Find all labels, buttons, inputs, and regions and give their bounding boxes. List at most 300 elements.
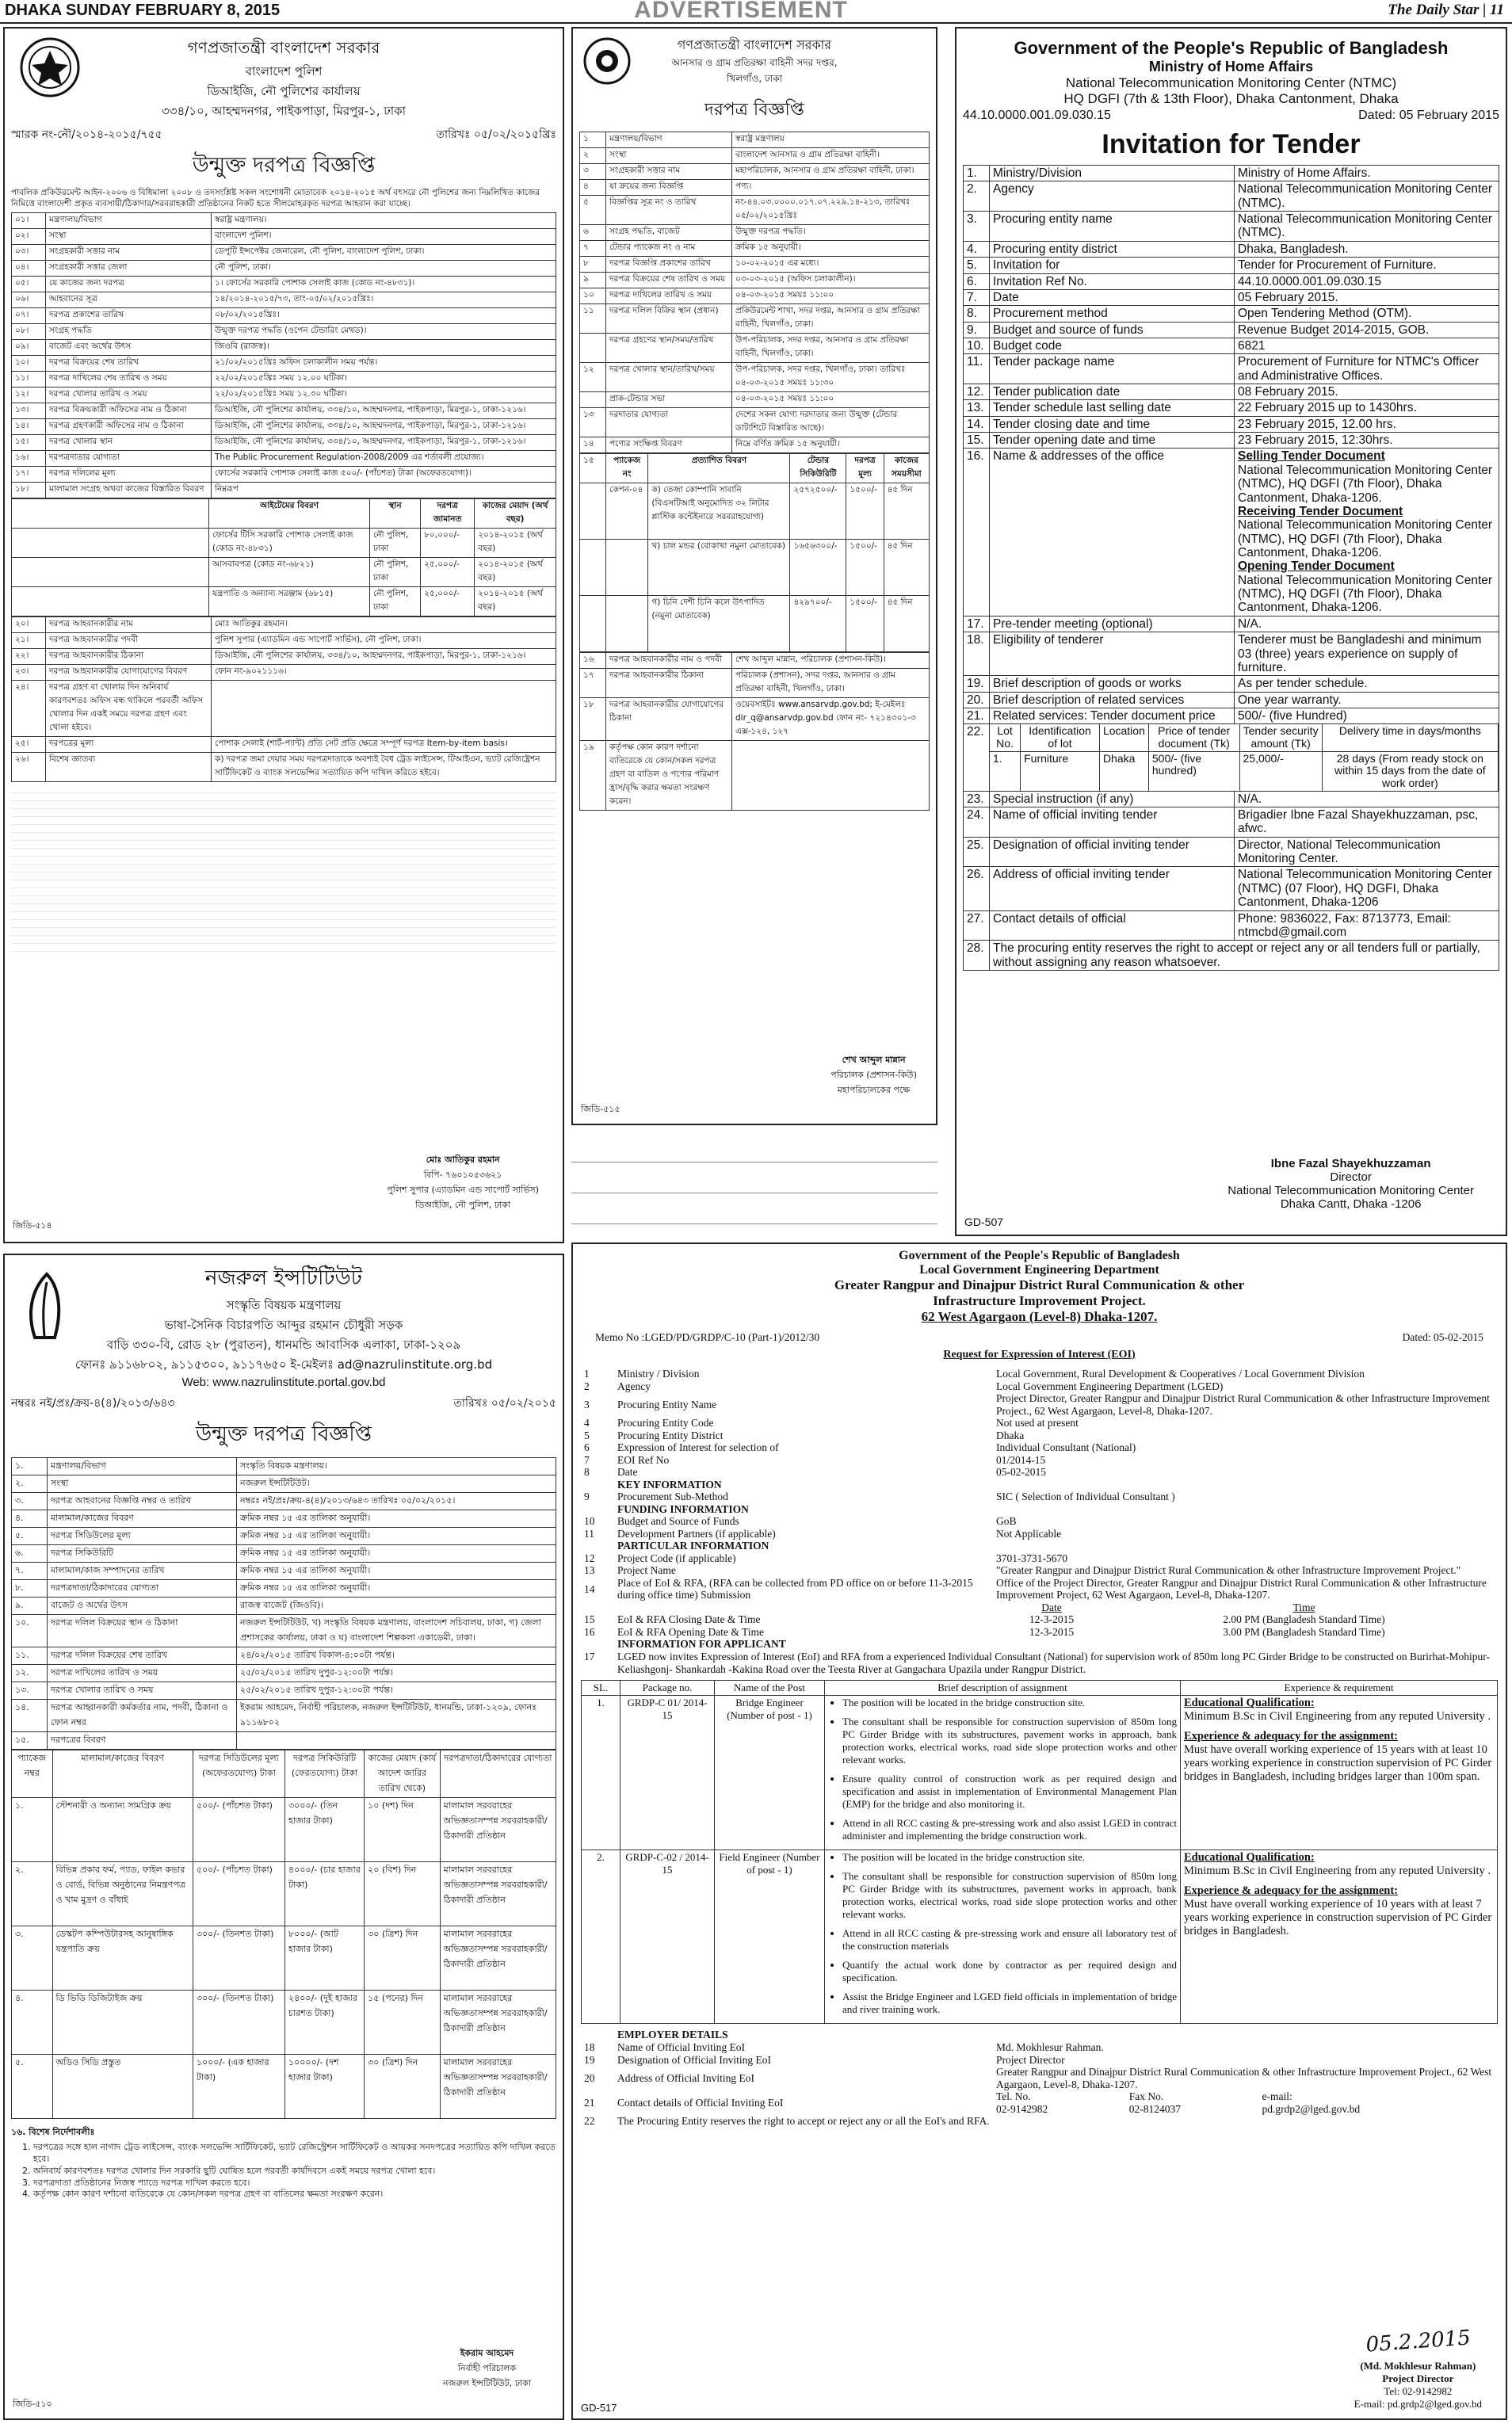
assignment-list xyxy=(828,1851,1177,2016)
office-address: National Telecommunication Monitoring Center (NTMC), HQ DGFI (7th Floor), Dhaka Cantonment, Dhaka-1206. xyxy=(1238,518,1493,559)
column-header: দরপত্র সিকিউরিটি (ফেরতযোগ্য) টাকা xyxy=(284,1750,364,1798)
table-cell: অডিও সিডি প্রস্তুত xyxy=(52,2055,193,2119)
table-cell: ক) দরপত্র জমা দেয়ার সময় দরপত্রদাতাকে অবশ্যই বৈধ ট্রেড লাইসেন্স, টিআইএন, ভ্যাট রেজিষ্ট্রেশন সার্টিফিকেট ও ব্যাংক সলভেন্সির সত্যায়িত কপি দাখিল করিতে হইবে। xyxy=(212,753,556,782)
table-cell: National Telecommunication Monitoring Center (NTMC). xyxy=(1235,181,1499,212)
table-cell: 2.00 PM (Bangladesh Standard Time) xyxy=(1223,1613,1385,1626)
police-govt: গণপ্রজাতন্ত্রী বাংলাদেশ সরকার xyxy=(187,38,380,57)
table-cell: Not used at present xyxy=(996,1417,1079,1430)
table-cell: ১৭। xyxy=(12,467,46,483)
table-cell: নং-৪৪.০৩.০০০০.০১৭.০৭.২২৯.১৪-২১৩, তারিখঃ ০৫/০২/২০১৫খ্রিঃ xyxy=(732,196,930,225)
nazrul-notes-head: ১৬. বিশেষ নির্দেশাবলীঃ xyxy=(11,2127,95,2137)
table-cell: ডেপুটি ইন্সপেক্টর জেনারেল, নৌ পুলিশ, বাংলাদেশ পুলিশ, ঢাকা। xyxy=(212,245,556,261)
lged-rights-note: The Procuring Entity reserves the right to accept or reject any or all the EoI's and RFA. xyxy=(617,2115,990,2128)
table-cell: ০২। xyxy=(12,229,46,245)
table-cell: ২০১৪-২০১৫ (অর্থ বছর) xyxy=(475,587,556,616)
list-item: 4. কর্তৃপক্ষ কোন কারণ দর্শানো ব্যতিরেকে যে কোন/সকল দরপত্র গ্রহণ বা বাতিলের ক্ষমতা সংরক্ষণ করেন। xyxy=(33,2189,556,2201)
police-office: ডিআইজি, নৌ পুলিশের কার্যালয় xyxy=(207,84,361,98)
nazrul-table xyxy=(11,1457,556,1750)
table-cell: Agency xyxy=(617,1380,651,1392)
table-row xyxy=(581,1626,1498,1639)
table-row xyxy=(964,676,1499,692)
ntmc-signer-line: National Telecommunication Monitoring Center xyxy=(1228,1184,1474,1197)
table-cell xyxy=(1181,1850,1498,2024)
lged-signer-line: E-mail: pd.grdp2@lged.gov.bd xyxy=(1354,2398,1482,2410)
table-cell: Procuring Entity Code xyxy=(617,1417,714,1430)
table-cell: সংস্থা xyxy=(48,1475,237,1493)
table-row xyxy=(964,807,1499,838)
table-cell: 3701-3731-5670 xyxy=(996,1552,1067,1564)
table-cell xyxy=(581,1479,614,1491)
table-cell: ১৫০০/- xyxy=(846,596,884,652)
table-cell: সংস্থা xyxy=(606,148,732,164)
column-header: দরপত্রদাতা/ঠিকাদারের যোগ্যতা xyxy=(440,1750,556,1798)
table-cell: Development Partners (if applicable) xyxy=(617,1527,776,1540)
table-row xyxy=(580,148,930,164)
table-cell xyxy=(606,596,648,652)
table-cell: পণ্যের সংক্ষিপ্ত বিবরণ xyxy=(606,437,732,453)
table-row xyxy=(12,483,556,498)
column-header: প্যাকেজ নম্বর xyxy=(12,1750,53,1798)
lged-fax: 02-8124037 xyxy=(1128,2102,1181,2115)
table-cell: দরপত্রদাতার যোগ্যতা xyxy=(46,451,212,467)
table-cell: ৫. xyxy=(12,1528,48,1545)
list-item: • Ensure quality control of construction work as per required design and specification and assist in implementation of Environmental Management Plan (EMP) for the bridge and also monitoring it. xyxy=(842,1773,1177,1811)
table-cell: ০৪-০৩-২০১৫ সময়ঃ ১১:০০ xyxy=(732,288,930,304)
table-cell: ১ xyxy=(580,132,606,148)
lged-handwritten-date: 05.2.2015 xyxy=(1365,2326,1472,2357)
ntmc-govt: Government of the People's Republic of Bangladesh xyxy=(1014,38,1449,58)
table-cell: Agency xyxy=(990,181,1235,212)
police-ref: জিডি-৫১৪ xyxy=(13,1220,52,1231)
table-cell: Furniture xyxy=(1021,751,1100,791)
table-cell: GRDP-C-02 / 2014-15 xyxy=(620,1850,715,2024)
table-cell: ১১. xyxy=(12,1647,48,1665)
table-cell xyxy=(580,596,606,652)
table-cell xyxy=(581,1503,614,1516)
table-cell: মালামাল সরবরাহের অভিজ্ঞতাসম্পন্ন সরবরাহকারী/ঠিকাদারী প্রতিষ্ঠান xyxy=(440,1926,556,1991)
table-row xyxy=(12,1493,556,1510)
table-cell: কর্তৃপক্ষ কোন কারণ দর্শানো ব্যতিরেকে যে কোন/সকল দরপত্র গ্রহণ বা বাতিল ও পণ্যের পরিমাণ হ্রাস/বৃদ্ধি করার ক্ষমতা সংরক্ষণ করেন। xyxy=(606,741,732,811)
table-cell: ক্রমিক ১৫ অনুযায়ী। xyxy=(732,241,930,257)
lged-emp-head: EMPLOYER DETAILS xyxy=(617,2029,728,2041)
table-row xyxy=(964,166,1499,181)
table-cell: দরপত্র সিডিউলের মূল্য xyxy=(48,1528,237,1545)
lot-table xyxy=(990,724,1499,790)
table-cell: ডিআইজি, নৌ পুলিশের কার্যালয়, ৩৩৪/১০, আহম্মদনগর, পাইকপাড়া, মিরপুর-১, ঢাকা-১২১৬। xyxy=(212,419,556,435)
table-row xyxy=(581,2066,1498,2090)
table-cell: Project Director, Greater Rangpur and Dinajpur District Rural Communication & other Infrastructure Improvement Project., 62 West Agargaon, Level-8, Dhaka-1207. xyxy=(996,1392,1490,1417)
table-row xyxy=(580,540,930,596)
table-cell: EoI & RFA Opening Date & Time xyxy=(617,1625,765,1638)
lged-ref: GD-517 xyxy=(581,2402,617,2414)
table-row xyxy=(581,1528,1498,1540)
table-cell: ২৪০০/- (দুই হাজার চারশত টাকা) xyxy=(284,1991,364,2055)
table-cell: 28. xyxy=(964,941,990,971)
table-cell: ৩০ (ত্রিশ) দিন xyxy=(365,1926,441,1991)
list-item: 2. অনিবার্য কারণবশতঃ দরপত্র খোলার দিন সরকারি ছুটি ঘোষিত হলে পরবর্তী কার্যদিবসে একই সময়ে দরপত্র খোলা হবে। xyxy=(33,2166,556,2178)
table-row xyxy=(12,649,556,665)
table-cell: ১০ (দশ) দিন xyxy=(365,1798,441,1862)
table-cell: Bridge Engineer (Number of post - 1) xyxy=(715,1696,825,1850)
table-cell: 15 xyxy=(584,1613,595,1626)
table-cell: ক্রমিক নম্বর ১৫ এর তালিকা অনুযায়ী। xyxy=(237,1563,556,1580)
table-cell: দরপত্র আহবানের বিজ্ঞপ্তি নম্বর ও তারিখ xyxy=(48,1493,237,1510)
table-cell: 24. xyxy=(964,807,990,838)
table-row xyxy=(581,1392,1498,1417)
lged-employer-table xyxy=(581,2041,1498,2090)
table-cell: দরপত্র দলিল বিক্রির স্থান (প্রধান) xyxy=(606,304,732,334)
table-cell: Procurement of Furniture for NTMC's Officer and Administrative Offices. xyxy=(1235,354,1499,384)
table-row xyxy=(581,1491,1498,1503)
table-row xyxy=(964,258,1499,273)
table-cell xyxy=(581,1601,614,1614)
table-row xyxy=(12,1545,556,1563)
table-cell: ৩০০/- (তিনশত টাকা) xyxy=(193,1991,284,2055)
table-cell: N/A. xyxy=(1235,616,1499,632)
table-cell: Procurement Sub-Method xyxy=(617,1491,728,1503)
lged-signer-line: Tel: 02-9142982 xyxy=(1384,2385,1453,2397)
nazrul-signer: ইকরাম আহমেদ xyxy=(460,2348,514,2358)
table-cell: পুলিশ সুপার (এ্যাডমিন এন্ড সাপোর্ট সার্ভিস), নৌ পুলিশ, ঢাকা। xyxy=(212,633,556,649)
table-cell: ১০০০/- (এক হাজার টাকা) xyxy=(193,2055,284,2119)
table-cell: পোশাক সেলাই (শার্ট-প্যান্ট) প্রতি সেট প্রতি ক্ষেত্রে সম্পূর্ণ দরপত্র Item-by-item basis। xyxy=(212,737,556,753)
table-cell: 15. xyxy=(964,433,990,449)
table-row xyxy=(964,632,1499,676)
table-cell: দরপত্র আহবানকারীর যোগাযোগের ঠিকানা xyxy=(606,698,732,741)
table-cell: মোঃ আতিকুর রহমান। xyxy=(212,617,556,633)
table-row xyxy=(964,354,1499,384)
table-row xyxy=(581,1430,1498,1442)
table-cell: দরপত্র গ্রহণ বা খোলার দিন অনিবার্য কারণবশতঃ অফিস বন্ধ থাকিলে পরবর্তী অফিস খোলার দিন একই সময়ে দরপত্র গ্রহণ এবং খোলা হইবে। xyxy=(46,681,212,737)
table-cell: ৫০০/- (পাঁচশত টাকা) xyxy=(193,1862,284,1926)
table-cell: 21. xyxy=(964,708,990,723)
table-cell: ২৫/০২/২০১৫ তারিখ দুপুর-১২:৩০টা পর্যন্ত। xyxy=(237,1682,556,1700)
table-cell: 12-3-2015 xyxy=(1029,1625,1075,1638)
table-cell: Related services: Tender document price xyxy=(990,708,1235,723)
column-header: টেন্ডার সিকিউরিটি xyxy=(790,454,846,483)
table-cell: মন্ত্রণালয়/বিভাগ xyxy=(606,132,732,148)
table-cell: 26. xyxy=(964,867,990,910)
table-cell: 10 xyxy=(584,1515,595,1528)
table-cell: ১৫ xyxy=(580,454,606,483)
requirement-heading: Educational Qualification: xyxy=(1184,1697,1315,1710)
column-header: Experience & requirement xyxy=(1181,1681,1498,1696)
table-cell: ১১। xyxy=(12,372,46,387)
police-intro: পাবলিক প্রকিউরমেন্ট আইন-২০০৬ ও বিধিমালা ২০০৮ ও তদসংশ্লিষ্ট সকল সংশোধনী মোতাবেক ২০১৪-২০১৫ অর্থ বৎসরে নৌ পুলিশের জন্য নিম্নলিখিত কাজের নিমিত্তে বাংলাদেশী প্রকৃত ব্যবসায়ী/ঠিকাদার/সরবরাহকারী প্রতিষ্ঠানের নিকট হতে সীলমোহরকৃত দরপত্র আহবান করা যাচ্ছে। xyxy=(11,188,540,208)
ansar-place: খিলগাঁও, ঢাকা xyxy=(726,73,783,84)
ntmc-signer-line: Director xyxy=(1330,1170,1372,1184)
lged-line4: Infrastructure Improvement Project. xyxy=(933,1293,1146,1308)
table-cell xyxy=(12,499,209,529)
table-cell: দরপত্র খোলার স্থান xyxy=(46,435,212,451)
table-row xyxy=(581,1564,1498,1577)
table-cell: Invitation Ref No. xyxy=(990,273,1235,289)
table-header-row xyxy=(12,1750,556,1798)
lged-contact-label: Contact details of Official Inviting EoI xyxy=(617,2097,784,2109)
table-row xyxy=(12,213,556,229)
table-cell: বিভিন্ন প্রকার ফর্ম, প্যাড, ফাইল কভার ও বোর্ড, বিভিন্ন অনুষ্ঠানের নিমন্ত্রণপত্র ও খাম মুদ্রণ ও বাঁধাই xyxy=(52,1862,193,1926)
table-cell: ৪৫ দিন xyxy=(884,483,929,540)
table-cell: ক) তেজা কোম্পানি সাবানি (বিএসটিআই অনুমোদিত ৩২ লিটার প্লাস্টিক কন্টেইনারে সরবরাহযোগ্য) xyxy=(648,483,790,540)
table-cell: সংগ্রহ পদ্ধতি xyxy=(46,324,212,340)
nazrul-web: Web: www.nazrulinstitute.portal.gov.bd xyxy=(181,1376,386,1389)
table-row xyxy=(580,225,930,241)
ansar-signer-line: পরিচালক (প্রশাসন-কিউ) xyxy=(830,1070,917,1080)
table-row xyxy=(12,387,556,403)
table-cell: ১. xyxy=(12,1458,48,1475)
list-item: 3. দরপত্রদাতা প্রতিষ্ঠানের নিজস্ব প্যাডে দরপত্র দাখিল করতে হবে। xyxy=(33,2178,556,2189)
table-cell: মহাপরিচালক, আনসার ও গ্রাম প্রতিরক্ষা বাহিনী, ঢাকা। xyxy=(732,164,930,180)
table-cell: 1. xyxy=(582,1696,620,1850)
requirement-heading: Experience & adequacy for the assignment: xyxy=(1184,1884,1398,1898)
nazrul-date: তারিখঃ ০৫/০২/২০১৫ xyxy=(453,1397,556,1410)
column-header: দরপত্র সিডিউলের মূল্য (অফেরতযোগ্য) টাকা xyxy=(193,1750,284,1798)
lged-line3: Greater Rangpur and Dinajpur District Rural Communication & other xyxy=(834,1277,1245,1292)
table-row xyxy=(12,324,556,340)
office-address: National Telecommunication Monitoring Center (NTMC), HQ DGFI (7th Floor), Dhaka Cantonment, Dhaka-1206. xyxy=(1238,463,1493,505)
police-dept: বাংলাদেশ পুলিশ xyxy=(245,64,323,78)
table-cell: 08 February 2015. xyxy=(1235,384,1499,400)
table-cell: ৫ xyxy=(580,196,606,225)
nazrul-signature xyxy=(443,2346,531,2392)
table-cell: ১৬৫৬৩০০/- xyxy=(790,540,846,596)
police-signer: মোঃ আতিকুর রহমান xyxy=(426,1155,500,1165)
table-cell: Tender package name xyxy=(990,354,1235,384)
table-row xyxy=(12,1700,556,1732)
table-cell: Not Applicable xyxy=(996,1527,1062,1540)
table-cell xyxy=(732,741,930,811)
lged-tel: 02-9142982 xyxy=(996,2102,1048,2115)
table-cell: Budget and source of funds xyxy=(990,322,1235,338)
table-row xyxy=(12,1798,556,1862)
table-cell: ২ xyxy=(580,148,606,164)
column-header: Location xyxy=(1099,724,1148,751)
table-cell: দরপত্র দলিলের মূল্য xyxy=(46,467,212,483)
table-cell xyxy=(580,540,606,596)
table-cell: পরিচালক (প্রশাসন), সদর দপ্তর, আনসার ও গ্রাম প্রতিরক্ষা বাহিনী, খিলগাঁও, ঢাকা। xyxy=(732,669,930,698)
table-row xyxy=(581,1479,1498,1491)
table-row xyxy=(964,273,1499,289)
table-cell: ৩০ (ত্রিশ) দিন xyxy=(365,2055,441,2119)
table-row xyxy=(12,372,556,387)
table-row xyxy=(580,257,930,273)
table-row xyxy=(12,587,556,616)
table-row xyxy=(964,306,1499,322)
table-cell: ডেস্কটপ কম্পিউটারসহ আনুষাঙ্গিক যন্ত্রপাতি ক্রয় xyxy=(52,1926,193,1991)
table-cell: Name of Official Inviting EoI xyxy=(617,2041,745,2054)
requirement-heading: Experience & adequacy for the assignment: xyxy=(1184,1730,1398,1743)
table-header-row xyxy=(12,499,556,529)
table-row xyxy=(12,665,556,681)
table-cell: 17. xyxy=(964,616,990,632)
table-cell: ১০-০২-২০১৫ এর মধ্যে। xyxy=(732,257,930,273)
table-cell: দরপত্রের বিবরণ xyxy=(48,1732,237,1750)
table-cell: নৌ পুলিশ, ঢাকা। xyxy=(212,261,556,277)
table-cell: মালামাল/কাজের বিবরণ xyxy=(48,1510,237,1528)
table-cell: ডি ভিডি ডিজিটাইজ ক্রয় xyxy=(52,1991,193,2055)
table-cell: ৩০০/- (তিনশত টাকা) xyxy=(193,1926,284,1991)
table-cell: দরপত্র দাখিলের শেষ তারিখ ও সময় xyxy=(46,372,212,387)
lged-mail: pd.grdp2@lged.gov.bd xyxy=(1262,2102,1361,2115)
ansar-table xyxy=(579,132,930,453)
table-cell: 3. xyxy=(964,212,990,242)
table-row xyxy=(964,212,1499,242)
table-cell: ৩০০০/- (তিন হাজার টাকা) xyxy=(284,1798,364,1862)
table-row xyxy=(12,1563,556,1580)
table-cell: ফোর্সের সরকারি পোশাক সেলাই কাজ ৫০০/- (পাঁচশত) টাকা (অফেরতযোগ্য)। xyxy=(212,467,556,483)
nazrul-signer-line: নির্বাহী পরিচালক xyxy=(457,2363,517,2373)
table-row xyxy=(964,241,1499,257)
requirement-heading: Educational Qualification: xyxy=(1184,1851,1315,1865)
table-cell: বাংলাদেশ পুলিশ। xyxy=(212,229,556,245)
table-cell: দরপত্র বিক্রয়কারী অফিসের নাম ও ঠিকানা xyxy=(46,403,212,419)
table-cell: ১৮ xyxy=(580,698,606,741)
table-header-row xyxy=(580,454,930,483)
table-row xyxy=(12,1682,556,1700)
blank-ruled-space xyxy=(571,1132,937,1227)
table-cell: দরপত্র খোলার স্থান/তারিখ/সময় xyxy=(606,363,732,392)
police-tender-ad xyxy=(3,27,564,1243)
page-header xyxy=(0,0,1512,24)
column-header: প্রত্যাশিত বিবরণ xyxy=(648,454,790,483)
table-row xyxy=(580,196,930,225)
table-cell: ৪. xyxy=(12,1510,48,1528)
table-cell: ১৫। xyxy=(12,435,46,451)
table-cell: Tender publication date xyxy=(990,384,1235,400)
ntmc-dated: Dated: 05 February 2015 xyxy=(1358,109,1499,122)
table-row xyxy=(12,529,556,558)
table-cell: Revenue Budget 2014-2015, GOB. xyxy=(1235,322,1499,338)
table-cell: Project Director xyxy=(996,2053,1065,2066)
table-cell: Eligibility of tenderer xyxy=(990,632,1235,676)
table-cell: ২. xyxy=(12,1475,48,1493)
table-row xyxy=(12,1580,556,1598)
table-cell: ২৫/০২/২০১৫ তারিখ দুপুর-১২:০০টা পর্যন্ত। xyxy=(237,1665,556,1682)
table-cell: দরদাতার যোগ্যতা xyxy=(606,408,732,437)
nazrul-memo: নম্বরঃ নই/প্রঃ/ক্রয়-৪(৪)/২০১৩/৬৪৩ xyxy=(11,1397,175,1410)
table-cell: 8. xyxy=(964,306,990,322)
police-address: ৩৩৪/১০, আহম্মদনগর, পাইকপাড়া, মিরপুর-১, ঢাকা xyxy=(162,104,406,118)
table-cell xyxy=(993,1479,1498,1491)
table-cell: N/A. xyxy=(1235,791,1499,807)
ansar-ref: জিডি-৫১৫ xyxy=(581,1104,620,1114)
police-signer-line: পুলিশ সুপার (এ্যাডমিন এন্ড সাপোর্ট সার্ভিস) xyxy=(387,1185,539,1195)
edition-date: DHAKA SUNDAY FEBRUARY 8, 2015 xyxy=(5,2,281,19)
table-row xyxy=(12,1528,556,1545)
table-row xyxy=(581,1417,1498,1430)
table-row xyxy=(581,1613,1498,1626)
table-cell: শেখ আব্দুল মান্নান, পরিচালক (প্রশাসন-কিউ)। xyxy=(732,653,930,669)
table-cell: মালামাল/কাজ সম্পাদনের তারিখ xyxy=(48,1563,237,1580)
requirement-text: Minimum B.Sc in Civil Engineering from any reputed University . xyxy=(1184,1865,1491,1878)
table-cell xyxy=(1235,449,1499,616)
table-row xyxy=(580,304,930,334)
table-cell: দরপত্রের মূল্য xyxy=(46,737,212,753)
table-cell: Budget code xyxy=(990,338,1235,353)
table-cell: মালামাল সরবরাহের অভিজ্ঞতাসম্পন্ন সরবরাহকারী/ঠিকাদারী প্রতিষ্ঠান xyxy=(440,2055,556,2119)
table-row xyxy=(580,132,930,148)
table-cell: ০৬। xyxy=(12,292,46,308)
table-row xyxy=(580,334,930,363)
table-cell: ১২। xyxy=(12,387,46,403)
table-cell: ক্রমিক নম্বর ১৫ এর তালিকা অনুযায়ী। xyxy=(237,1528,556,1545)
table-cell xyxy=(993,1503,1498,1516)
lged-package-table xyxy=(581,1680,1498,2024)
lged-line5: 62 West Agargaon (Level-8) Dhaka-1207. xyxy=(921,1309,1158,1324)
table-cell: যন্ত্রপাতি ও অন্যান্য সরঞ্জাম (৬৮১৫) xyxy=(209,587,370,616)
table-cell: দরপত্র বিক্রয়ের শেষ তারিখ xyxy=(46,356,212,372)
table-row xyxy=(964,910,1499,941)
nazrul-title: উন্মুক্ত দরপত্র বিজ্ঞপ্তি xyxy=(195,1422,372,1446)
table-cell: Date xyxy=(990,289,1235,305)
nazrul-tender-ad xyxy=(3,1254,564,2420)
table-cell: 20 xyxy=(584,2072,595,2085)
table-row xyxy=(12,1926,556,1991)
table-cell: PARTICULAR INFORMATION xyxy=(617,1540,769,1552)
table-row xyxy=(12,245,556,261)
table-cell: Date xyxy=(617,1466,638,1479)
table-cell: ৬. xyxy=(12,1545,48,1563)
table-cell: Procuring entity district xyxy=(990,241,1235,257)
table-cell: দেশের সকল যোগ্য দরদাতার জন্য উন্মুক্ত (টেন্ডার ডাটাশিটে বিস্তারিত আছে)। xyxy=(732,408,930,437)
police-signer-line: বিপি- ৭৬০১০৫৩৬২১ xyxy=(423,1170,502,1180)
table-cell xyxy=(993,1540,1498,1552)
table-cell: As per tender schedule. xyxy=(1235,676,1499,692)
table-cell: সংস্থা xyxy=(46,229,212,245)
table-cell: ৪২৯৭০০/- xyxy=(790,596,846,652)
table-row xyxy=(12,451,556,467)
table-cell: The Public Procurement Regulation-2008/2009 এর শর্তাবলী প্রযোজ্য। xyxy=(212,451,556,467)
table-cell: ১। ফোর্সের সরকারি পোশাক সেলাই কাজ (কোড নং-৪৮৩১)। xyxy=(212,277,556,292)
table-cell: EoI & RFA Closing Date & Time xyxy=(617,1613,761,1626)
table-cell: ৪ xyxy=(580,180,606,196)
ntmc-signer: Ibne Fazal Shayekhuzzaman xyxy=(1270,1157,1431,1170)
column-header: দরপত্র জামানত xyxy=(421,499,475,529)
table-cell: Dhaka xyxy=(996,1429,1025,1441)
table-cell: সংগ্রহকারী সত্তার নাম xyxy=(606,164,732,180)
table-cell: নৌ পুলিশ, ঢাকা xyxy=(369,529,420,558)
column-header: স্থান xyxy=(369,499,420,529)
table-cell: ৪. xyxy=(12,1991,53,2055)
table-cell: 3.00 PM (Bangladesh Standard Time) xyxy=(1223,1625,1385,1638)
table-row xyxy=(12,435,556,451)
table-cell: Project Code (if applicable) xyxy=(617,1552,736,1564)
table-cell: ডিআইজি, নৌ পুলিশের কার্যালয়, ৩৩৪/১০, আহম্মদনগর, পাইকপাড়া, মিরপুর-১, ঢাকা-১২১৬। xyxy=(212,649,556,665)
table-cell: স্বরাষ্ট্র মন্ত্রণালয় xyxy=(732,132,930,148)
table-cell: 1 xyxy=(584,1368,590,1380)
ntmc-table xyxy=(963,165,1499,971)
police-emblem-icon xyxy=(19,36,81,98)
lged-info-head: INFORMATION FOR APPLICANT xyxy=(617,1638,786,1651)
police-items-table xyxy=(11,498,556,616)
table-cell: নজরুল ইন্সটিটিউট। xyxy=(237,1475,556,1493)
column-header: প্যাকেজ নং xyxy=(606,454,648,483)
table-cell: উপ-পরিচালক, সদর দপ্তর, আনসার ও গ্রাম প্রতিরক্ষা বাহিনী, খিলগাঁও, ঢাকা। xyxy=(732,334,930,363)
table-cell xyxy=(237,1732,556,1750)
table-row xyxy=(12,1598,556,1615)
table-row xyxy=(12,1458,556,1475)
table-cell: ১৫ (পনের) দিন xyxy=(365,1991,441,2055)
table-cell: ২৪/০২/২০১৫ তারিখ বিকাল-৪:০০টা পর্যন্ত। xyxy=(237,1647,556,1665)
column-header: কাজের মেয়াদ (কার্য আদেশ জারির তারিখ থেকে) xyxy=(365,1750,441,1798)
table-cell: Office of the Project Director, Greater Rangpur and Dinajpur District Rural Communication & other Infrastructure Improvement Project, 62 West Agargaon, Level-8, Dhaka-1207. xyxy=(996,1576,1487,1601)
table-cell: ৪৫ দিন xyxy=(884,596,929,652)
table-cell: Procuring Entity Name xyxy=(617,1398,717,1411)
ansar-office: আনসার ও গ্রাম প্রতিরক্ষা বাহিনী সদর দপ্তর, xyxy=(671,57,838,68)
table-cell: Budget and Source of Funds xyxy=(617,1515,739,1528)
table-cell: 44.10.0000.001.09.030.15 xyxy=(1235,273,1499,289)
table-cell: 3 xyxy=(584,1398,590,1411)
